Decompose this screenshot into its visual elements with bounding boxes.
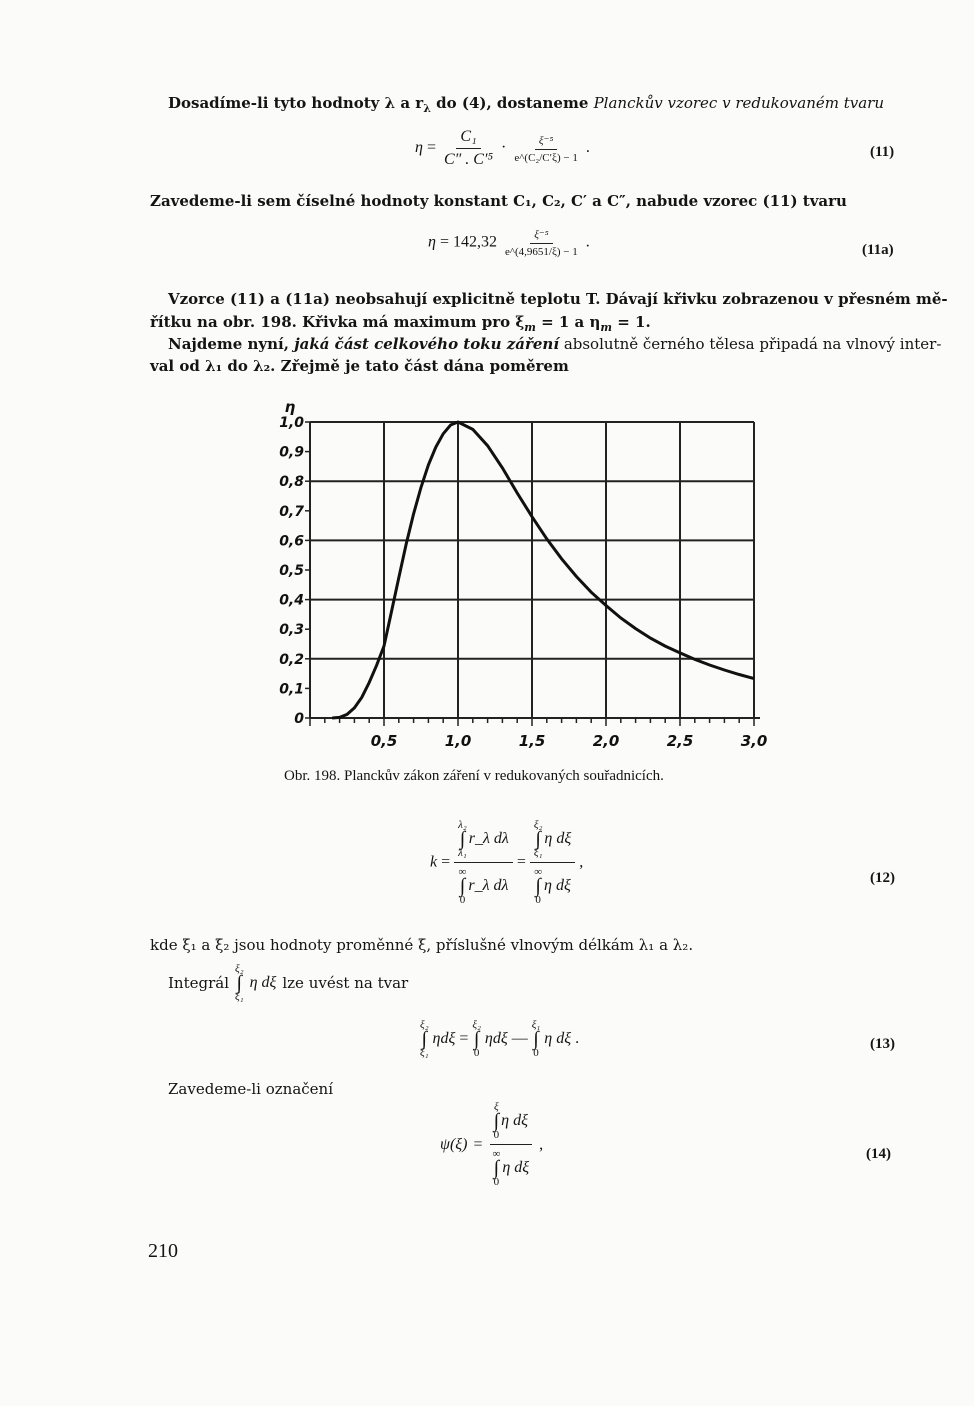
eq12-fraction-xi <box>530 818 575 907</box>
p3-eta-m: m <box>600 321 613 334</box>
equation-13: ξ₂ ∫ ξ₁ ηdξ = ξ₂ ∫ 0 ηdξ — ξ₁ ∫ 0 η dξ . <box>420 1019 580 1059</box>
p3-text-c: = 1. <box>612 313 651 331</box>
eq11-fraction-2 <box>510 134 581 164</box>
equation-11: η = $\frac{\text{C₁}}{\text{C″ . C′⁵}}$ · $\frac{\text{ξ⁻⁵}}{\text{e\textasciicircum{}(C₂/C′ξ) − 1}}$ . <box>415 128 590 168</box>
p6-text-a: Integrál <box>168 974 230 992</box>
x-tick-label: 2,5 <box>666 732 694 750</box>
chart-labels <box>279 398 767 750</box>
paragraph-4-line-2: val od λ₁ do λ₂. Zřejmě je tato část dána poměrem <box>150 357 569 375</box>
y-tick-label: 0,1 <box>279 681 304 698</box>
equation-11-label: (11) <box>870 144 895 160</box>
p6-text-b: lze uvést na tvar <box>282 974 409 992</box>
y-tick-label: 0,5 <box>279 563 304 579</box>
paragraph-4-line-1 <box>168 333 941 355</box>
chart-ticks <box>305 422 754 726</box>
eq11a-denominator: e^(4,9651/ξ) − 1 <box>504 246 578 258</box>
p4-italic: jaká část celkového toku záření <box>294 335 560 353</box>
eq12-rl-numerator: r_λ dλ <box>468 830 509 847</box>
eq14-int-bottom: ∞ ∫ 0 <box>492 1148 501 1188</box>
equation-13-label: (13) <box>870 1036 895 1052</box>
eq12-int-limits-top: λ₂ ∫ λ₁ <box>458 819 467 859</box>
eq11-eta: η <box>415 139 423 157</box>
p4-text-a: Najdeme nyní, <box>168 335 295 353</box>
eq12-eta-numerator: η dξ <box>544 830 572 847</box>
y-tick-label: 0,2 <box>279 651 304 668</box>
eq13-mid: ηdξ <box>484 1030 508 1047</box>
eq11-fraction-1 <box>440 128 497 169</box>
equation-12: k = λ₂ ∫ λ₁ r_λ dλ ∞ ∫ 0 r_λ dλ = ξ₂ ∫ ξ₁ η dξ ∞ ∫ 0 η dξ , <box>430 819 584 906</box>
eq14-int-top: ξ ∫ 0 <box>493 1101 500 1141</box>
equation-11a: η = 142,32 $\frac{\text{ξ⁻⁵}}{e\^{}(4,9651/\xi) - 1}$ . <box>428 229 590 258</box>
eq14-denominator: η dξ <box>502 1159 530 1176</box>
x-tick-label: 2,0 <box>592 732 620 750</box>
eq14-numerator: η dξ <box>501 1112 528 1129</box>
chart-curve <box>332 422 754 718</box>
page-number: 210 <box>148 1240 178 1262</box>
p4-text-b: absolutně černého tělesa připadá na vlnový inter- <box>559 335 942 353</box>
eq12-xi-limits-bottom: ∞ ∫ 0 <box>534 866 543 906</box>
paragraph-6 <box>168 962 408 1004</box>
y-tick-label: 0,7 <box>279 503 304 520</box>
eq12-fraction-lambda <box>454 818 513 907</box>
y-tick-label: 0 <box>294 711 304 727</box>
equation-11a-label: (11a) <box>862 242 894 258</box>
eq11a-numerator: ξ⁻⁵ <box>530 228 552 244</box>
eq12-eta-denominator: η dξ <box>544 877 571 894</box>
eq12-int-limits-bottom: ∞ ∫ 0 <box>458 866 467 906</box>
paragraph-5: kde ξ₁ a ξ₂ jsou hodnoty proměnné ξ, příslušné vlnovým délkám λ₁ a λ₂. <box>150 936 694 954</box>
y-tick-label: 0,3 <box>279 622 304 639</box>
paragraph-2: Zavedeme-li sem číselné hodnoty konstant C₁, C₂, C′ a C″, nabude vzorec (11) tvaru <box>150 192 847 210</box>
eq12-k: k <box>430 853 438 871</box>
y-tick-label: 0,6 <box>279 533 304 550</box>
p1-text-b: do (4), dostaneme <box>430 94 594 112</box>
p6-integral: ξ₂ ∫ ξ₁ <box>235 963 244 1003</box>
paragraph-1 <box>168 92 884 120</box>
eq11-exp-denominator: e^(C₂/C′ξ) − 1 <box>514 151 578 164</box>
p6-eta: η dξ <box>249 974 277 991</box>
eq13-lhs: ηdξ <box>432 1030 456 1047</box>
eq11a-constant: 142,32 <box>452 233 497 251</box>
y-tick-label: 1,0 <box>279 415 304 431</box>
x-tick-label: 1,5 <box>518 732 546 750</box>
planck-chart <box>270 392 770 762</box>
x-tick-label: 1,0 <box>444 732 472 750</box>
equation-14: ψ(ξ) = ξ ∫ 0 η dξ ∞ ∫ 0 η dξ , <box>440 1101 544 1188</box>
y-tick-label: 0,4 <box>279 592 304 609</box>
paragraph-3-line-1: Vzorce (11) a (11a) neobsahují explicitně teplotu T. Dávají křivku zobrazenou v přesném mě- <box>168 290 948 308</box>
p1-text-a: Dosadíme-li tyto hodnoty λ a r <box>168 94 424 112</box>
eq13-int-2: ξ₂ ∫ 0 <box>472 1019 481 1059</box>
x-tick-label: 0,5 <box>370 732 398 750</box>
eq11a-eta: η <box>428 233 436 251</box>
p1-subscript: λ <box>423 102 431 115</box>
p3-text-a: řítku na obr. 198. Křivka má maximum pro ξ <box>150 313 525 331</box>
x-tick-label: 3,0 <box>740 732 768 750</box>
y-tick-label: 0,8 <box>279 474 304 491</box>
eq11-numerator: C₁ <box>456 128 480 149</box>
p3-text-b: = 1 a η <box>535 313 601 331</box>
chart-grid <box>310 422 760 718</box>
eq14-lhs: ψ(ξ) <box>440 1135 468 1153</box>
equation-14-label: (14) <box>866 1146 891 1162</box>
figure-caption: Obr. 198. Planckův zákon záření v redukovaných souřadnicích. <box>284 768 664 784</box>
p1-italic: Planckův vzorec v redukovaném tvaru <box>593 94 884 112</box>
eq11-xi-power: ξ⁻⁵ <box>535 134 557 150</box>
eq11-denominator: C″ . C′⁵ <box>443 151 494 168</box>
y-axis-label: η <box>284 398 296 416</box>
y-tick-label: 0,9 <box>279 444 304 461</box>
eq13-int-1: ξ₂ ∫ ξ₁ <box>420 1019 429 1059</box>
equation-12-label: (12) <box>870 870 895 886</box>
eq11a-fraction <box>501 228 582 258</box>
p3-xi-m: m <box>524 321 536 334</box>
paragraph-7: Zavedeme-li označení <box>168 1080 333 1098</box>
eq12-rl-denominator: r_λ dλ <box>468 877 509 894</box>
eq12-xi-limits-top: ξ₂ ∫ ξ₁ <box>533 819 543 859</box>
eq13-int-3: ξ₁ ∫ 0 <box>531 1019 541 1059</box>
eq14-fraction <box>488 1100 533 1189</box>
eq13-rhs: η dξ <box>544 1030 572 1047</box>
